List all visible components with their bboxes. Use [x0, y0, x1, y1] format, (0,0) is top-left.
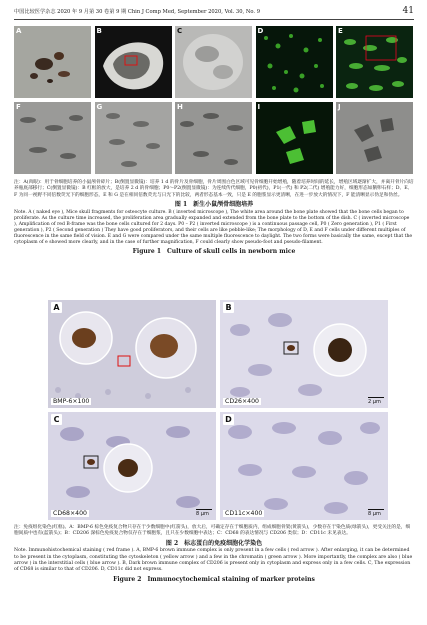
panel-label: D — [257, 27, 264, 35]
magnification-tag: CD68×400 — [53, 510, 87, 517]
microscopy-image — [95, 102, 172, 174]
figure-1-caption — [14, 180, 414, 257]
panel-label: D — [223, 414, 234, 425]
microscopy-image — [14, 102, 91, 174]
ihc-image — [220, 412, 388, 520]
magnification-tag: BMP-6×100 — [53, 398, 90, 405]
figure-title-cn: 图 1 新生小鼠颅骨细胞培养 — [174, 201, 254, 209]
fig1-panel-e — [336, 26, 413, 98]
fluorescence-image — [256, 26, 333, 98]
scale-bar-label: 8 μm — [368, 511, 381, 517]
figure-1-grid — [14, 26, 414, 176]
fig1-panel-h — [175, 102, 252, 174]
fig1-panel-a — [14, 26, 91, 98]
scale-bar — [368, 397, 384, 405]
panel-label: E — [338, 27, 343, 35]
figure-title-cn: 图 2 标志蛋白的免疫细胞化学染色 — [165, 539, 263, 547]
fig1-panel-f — [14, 102, 91, 174]
fig1-panel-d — [256, 26, 333, 98]
panel-label: G — [96, 103, 103, 111]
ihc-image — [48, 412, 216, 520]
ihc-image — [220, 300, 388, 408]
magnification-tag: CD26×400 — [225, 398, 259, 405]
bone-plate-image — [95, 26, 172, 98]
figure-2-caption — [14, 525, 414, 584]
microscopy-image — [175, 102, 252, 174]
panel-label: J — [338, 103, 341, 111]
panel-label: C — [51, 414, 62, 425]
fig1-panel-g — [95, 102, 172, 174]
journal-header — [14, 6, 414, 18]
scale-bar — [368, 509, 384, 517]
fig2-panel-a — [48, 300, 216, 408]
figure-title-en: Figure 2 Immunocytochemical staining of marker proteins — [113, 575, 315, 583]
panel-label: A — [16, 27, 22, 35]
fig1-panel-b — [95, 26, 172, 98]
panel-label: F — [16, 103, 21, 111]
fig1-panel-c — [175, 26, 252, 98]
header-rule — [14, 19, 414, 20]
fig2-panel-c — [48, 412, 216, 520]
microscopy-image — [175, 26, 252, 98]
scale-bar-label: 8 μm — [196, 511, 209, 517]
page-number: 41 — [402, 6, 414, 16]
scale-bar — [196, 509, 212, 517]
panel-label: B — [223, 302, 234, 313]
fig2-panel-d — [220, 412, 388, 520]
panel-label: B — [96, 27, 102, 35]
fig2-panel-b — [220, 300, 388, 408]
scale-bar-label: 2 μm — [368, 399, 381, 405]
skull-fragments-image — [14, 26, 91, 98]
fig1-panel-j — [336, 102, 413, 174]
figure-title-en: Figure 1 Culture of skull cells in newborn mice — [132, 248, 296, 256]
journal-citation: 中国比较医学杂志 2020 年 9 月第 30 卷第 9 期 Chin J Comp Med, September 2020, Vol. 30, No. 9 — [14, 9, 260, 15]
fluorescence-image — [336, 26, 413, 98]
caption-en: Note. A ( naked eye ), Mice skull fragments for osteocyte culture. B ( inverted microscope ), The white area around the bone plate showed that the bone cells began to proliferate. As the culture time increased, the proliferation area gradually expanded and extended from the bone plate to the bottom of the dish. C ( inverted microscope ), Amplification of red B-frame was the bone cells cultured for 2 days. P0 – P2 ( inverted microscope ) is a continuous passage cell, P0 ( Zero generation ), P1 ( First generation ), P2 ( Second generation ) They have good proliferators, and their cells are like pebble-like; The morphology of D, E and F cells under different multiples of fluorescence in the same field of vision. E and G were compared under the same multiple fluorescence to daylight. The two forms were basically the same, except that the cytoplasm of e showed more clearly, and in the case of further magnification, F could clearly show pseudo-foot and pseudo-filament. — [14, 209, 413, 246]
magnification-tag: CD11c×400 — [225, 510, 263, 517]
caption-cn: 注：免疫组化染色(红框)。A：BMP-6 棕色免疫复合物只存在于少数细胞中(红箭头)，放大后，可确定存在于细胞质内，组成细胞骨架(黄箭头)，少数存在于染色质(绿箭头)，更受关注的是，细胞间质中也有(蓝箭头)；B：CD206 深棕色免疫复合物仅存在于细胞浆，且只在少数细胞中表达；C：CD68 的表达情况与 CD206 类似；D：CD11c 未见表达。 — [14, 525, 411, 537]
fig1-panel-i — [256, 102, 333, 174]
microscopy-image — [336, 102, 413, 174]
figure-2-grid — [48, 300, 388, 521]
caption-cn: 注：A(肉眼)：用于骨细胞培养的小鼠颅骨碎片；B(倒置显微镜)：培养 1 d 的骨片及骨细胞，骨片周围白色区域可见骨细胞开始增殖，随着培养时间的延长，增殖区域逐渐扩大，并离开骨片向培养瓶底部移行；C(倒置显微镜)：B 红框的放大，是培养 2 d 的骨细胞；P0～P2(倒置显微镜)：为连续传代细胞，P0(初代)，P1(一代) 和 P2(二代) 增殖能力好，细胞形态如鹅卵石样；D、E、F 为同一视野不同倍数荧光下的细胞形态，E 和 G 是在相同倍数荧光与日光下的比较，两者形态基本一致，只是 E 的胞浆显示更清晰，在进一步放大的情况下，F 能清晰显示伪足和伪丝。 — [14, 180, 414, 198]
fluorescence-image — [256, 102, 333, 174]
panel-label: I — [257, 103, 261, 111]
panel-label: A — [51, 302, 62, 313]
ihc-image — [48, 300, 216, 408]
panel-label: C — [177, 27, 183, 35]
panel-label: H — [177, 103, 183, 111]
caption-en: Note. Immunohistochemical staining ( red frame ). A, BMP-6 brown immune complex is only present in a few cells ( red arrow ). After enlarging, it can be determined to be present in the cytoplasm, constituting the cytoskeleton ( yellow arrow ) and a few in the chromatin ( green arrow ). More importantly, the complex are also ( blue arrow ) in the interstitial cells ( blue arrow ). B, Dark brown immune complex of CD206 is present only in cytoplasm and express only in a few cells. C, The expression of CD68 is similar to that of CD206. D, CD11c did not express. — [14, 548, 413, 573]
